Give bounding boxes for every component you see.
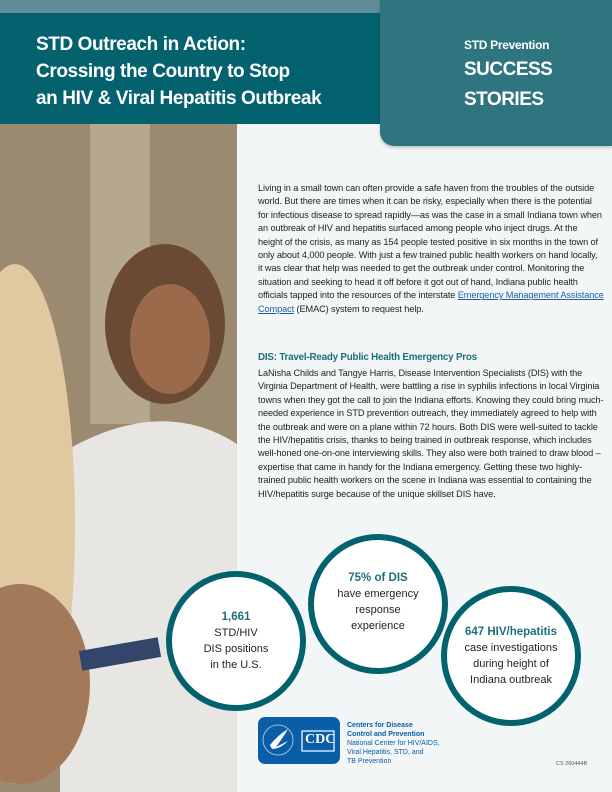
stat-circle-emergency-experience — [308, 534, 448, 674]
series-title-line: SUCCESS — [464, 59, 553, 80]
stat-highlight: 647 HIV/hepatitis — [464, 626, 558, 638]
stat-circle-dis-positions — [166, 571, 306, 711]
stat-highlight: 1,661 — [221, 611, 251, 623]
stat-line: experience — [351, 620, 405, 632]
intro-paragraph — [258, 182, 604, 316]
stat-circle-case-investigations — [441, 586, 581, 726]
page-title — [36, 31, 321, 112]
stat-line: during height of — [473, 658, 549, 670]
intro-text-end: (EMAC) system to request help. — [294, 303, 424, 314]
stat-line: STD/HIV — [214, 627, 258, 639]
series-label: STD Prevention — [464, 38, 550, 52]
title-line: STD Outreach in Action: — [36, 34, 246, 55]
series-title-line: STORIES — [464, 89, 544, 110]
emac-link[interactable]: Emergency Management Assistance Compact — [258, 290, 604, 314]
cdc-logo — [258, 717, 340, 764]
series-badge — [380, 0, 612, 146]
org-line: Control and Prevention — [347, 731, 425, 738]
section-heading: DIS: Travel-Ready Public Health Emergency Pros — [258, 352, 477, 363]
document-code: CS 260444B — [556, 761, 588, 767]
section-paragraph: LaNisha Childs and Tangye Harris, Disease Intervention Specialists (DIS) with the Virginia Department of Health, were battling a rise in syphilis infections in local Virginia towns when they got the call to join the Indiana efforts. Knowing they could bring much-needed experience in STD prevention outreach, they immediately agreed to help with the outbreak and were on a plane within 72 hours. Both DIS were well-suited to tackle the HIV/hepatitis crisis, thanks to being trained in outbreak response, which includes well-honed one-on-one interviewing skills. They also were both trained to draw blood – expertise that came in handy for the Indiana emergency. Getting these two highly-trained public health workers on the scene in Indiana was essential to containing the HIV/hepatitis surge because of the unique skillset DIS have. — [258, 368, 604, 499]
center-line: Viral Hepatitis, STD, and — [347, 749, 424, 756]
center-line: TB Prevention — [347, 758, 392, 765]
title-line: an HIV & Viral Hepatitis Outbreak — [36, 88, 322, 109]
cdc-organization — [347, 721, 440, 766]
cdc-logo-text: CDC — [305, 732, 336, 747]
series-title — [464, 55, 552, 115]
stat-highlight: 75% of DIS — [348, 572, 408, 584]
stat-line: response — [355, 604, 401, 616]
stat-line: Indiana outbreak — [470, 674, 552, 686]
stat-line: have emergency — [337, 588, 419, 600]
stat-line: in the U.S. — [210, 659, 262, 671]
stat-line: case investigations — [464, 642, 558, 654]
intro-text: Living in a small town can often provide a safe haven from the troubles of the outside world. But there are times when it can be risky, especially when there is the potential for infectious disease to spread rapidly—as was the case in a small Indiana town when an outbreak of HIV and hepatitis surfaced among people who inject drugs. At the height of the crisis, as many as 154 people tested positive in six months in the town of only about 4,000 people. With just a few trained public health workers on hand locally, it was clear that help was needed to get the outbreak under control. Monitoring the situation and seeking to head it off before it got out of hand, Indiana public health officials tapped into the resources of the interstate — [258, 183, 602, 301]
center-line: National Center for HIV/AIDS, — [347, 740, 440, 747]
title-line: Crossing the Country to Stop — [36, 61, 290, 82]
org-line: Centers for Disease — [347, 722, 413, 729]
stat-line: DIS positions — [203, 643, 269, 655]
title-band — [0, 13, 380, 124]
